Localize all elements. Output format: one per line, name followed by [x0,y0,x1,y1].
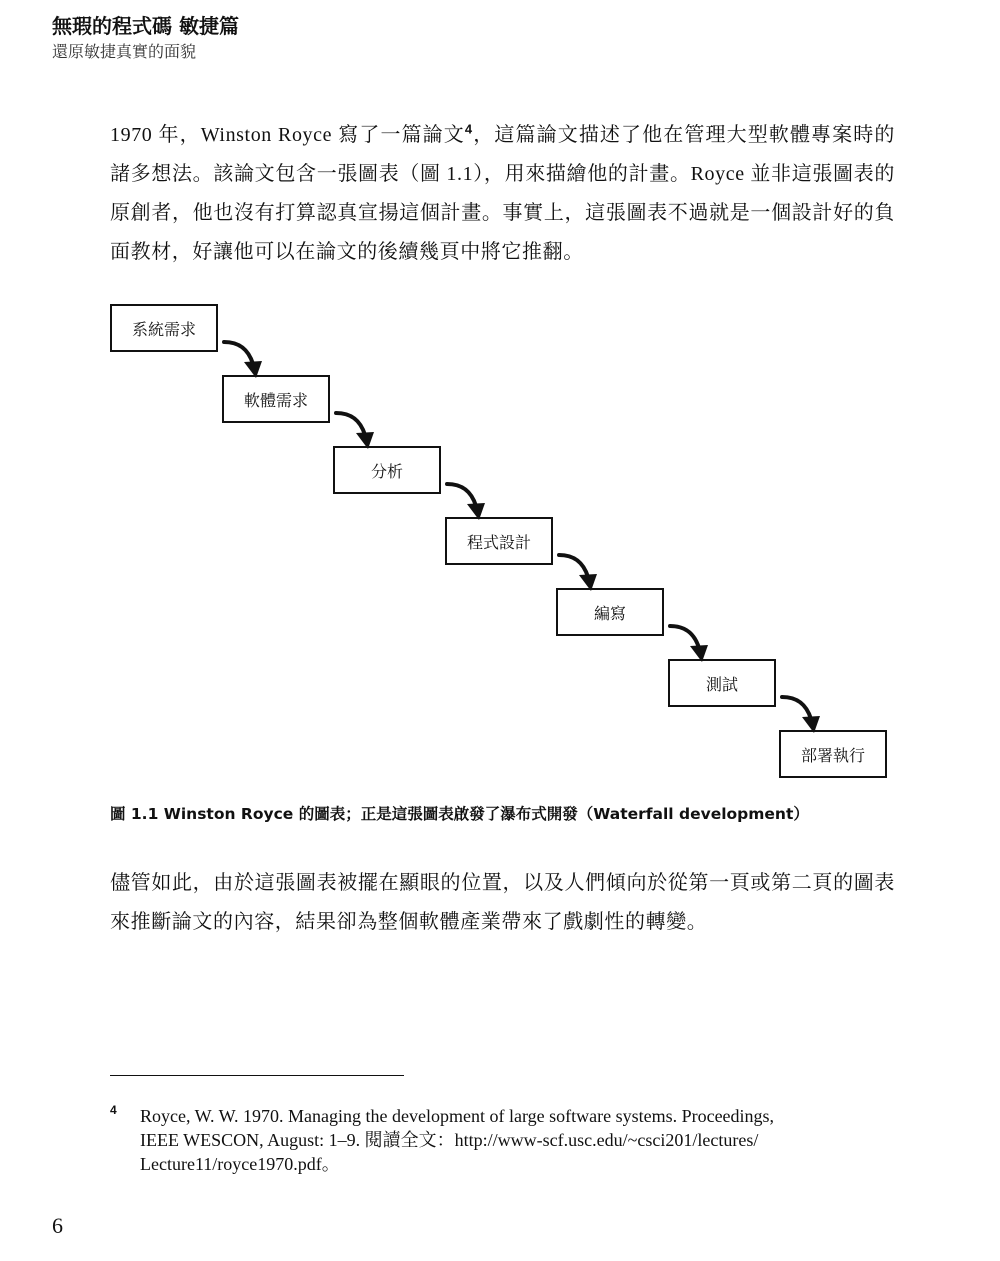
arrow-down-right-icon [445,476,489,522]
page-number: 6 [52,1213,63,1238]
chapter-subtitle: 還原敏捷真實的面貌 [52,42,197,61]
arrow-down-right-icon [222,334,266,380]
footnote-number: 4 [110,1103,117,1117]
arrow-down-right-icon [780,689,824,735]
footnote-divider [110,1075,404,1076]
step-testing: 測試 [668,659,776,707]
body-paragraph-2: 儘管如此，由於這張圖表被擺在顯眼的位置，以及人們傾向於從第一頁或第二頁的圖表來推斷論文的內容，結果卻為整個軟體產業帶來了戲劇性的轉變。 [110,872,895,933]
paragraph-1-rest: ，這篇論文描述了他在管理大型軟體專案時的諸多想法。該論文包含一張圖表（圖 1.1），用來描繪他的計畫。Royce 並非這張圖表的原創者，他也沒有打算認真宣揚這個計畫。事實上，這張圖表不過就是一個設計好的負面教材，好讓他可以在論文的後續幾頁中將它推翻。 [110,124,895,263]
book-title: 無瑕的程式碼 敏捷篇 [52,14,239,38]
footnote-line-2: IEEE WESCON, August: 1–9. 閱讀全文：http://www-scf.usc.edu/~csci201/lectures/ [140,1130,759,1150]
arrow-down-right-icon [668,618,712,664]
footnote [140,1104,900,1176]
step-program-design: 程式設計 [445,517,553,565]
footnote-line-3: Lecture11/royce1970.pdf。 [140,1154,340,1174]
step-operations: 部署執行 [779,730,887,778]
footnote-reference: 4 [464,121,473,137]
arrow-down-right-icon [334,405,378,451]
step-system-requirements: 系統需求 [110,304,218,352]
footnote-line-1: Royce, W. W. 1970. Managing the development of large software systems. Proceedings, [140,1106,775,1126]
arrow-down-right-icon [557,547,601,593]
step-coding: 編寫 [556,588,664,636]
paragraph-1-start: 1970 年，Winston Royce 寫了一篇論文 [110,124,465,146]
figure-caption: 圖 1.1 Winston Royce 的圖表；正是這張圖表啟發了瀑布式開發（Waterfall development） [110,805,809,823]
body-paragraph-1 [110,116,895,272]
step-software-requirements: 軟體需求 [222,375,330,423]
step-analysis: 分析 [333,446,441,494]
